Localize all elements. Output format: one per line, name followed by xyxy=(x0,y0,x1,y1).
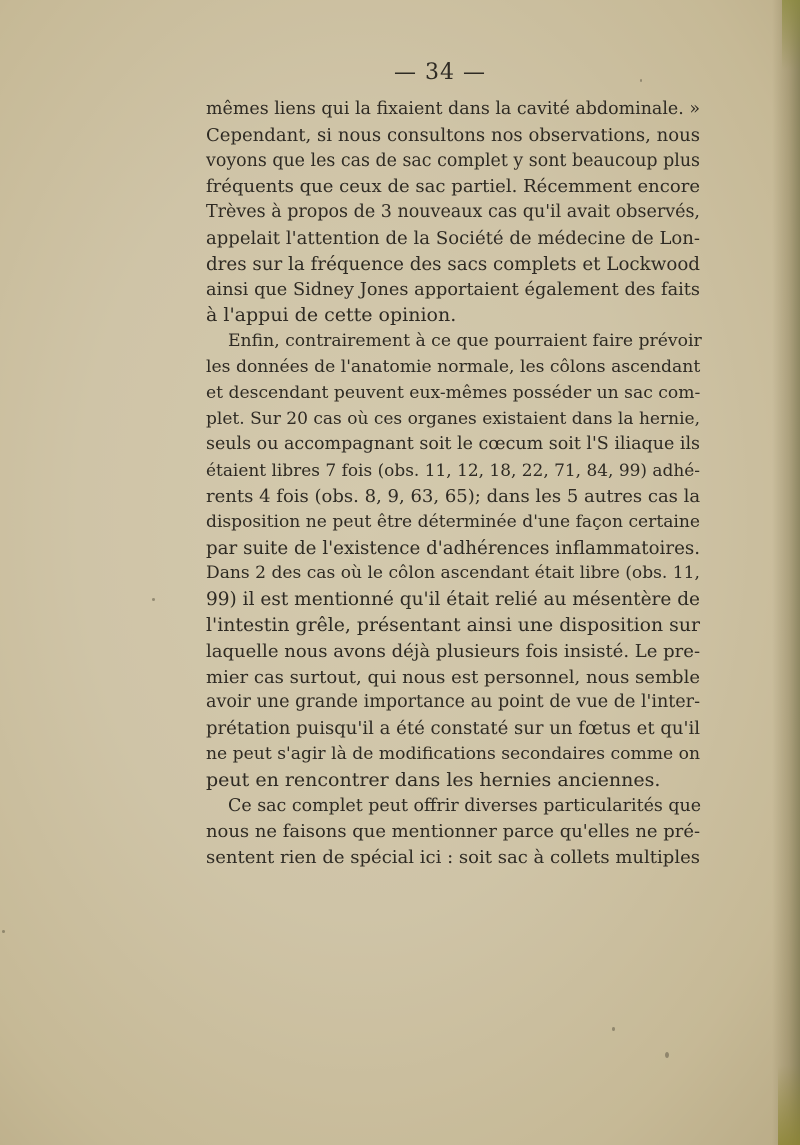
text-line: voyons que les cas de sac complet y sont beaucoup plus xyxy=(206,150,700,171)
text-line: dres sur la fréquence des sacs complets et Lockwood xyxy=(206,253,700,275)
text-line: ainsi que Sidney Jones apportaient également des faits xyxy=(206,279,700,300)
text-line: Cependant, si nous consultons nos observations, nous xyxy=(206,124,700,146)
page-edge-shadow xyxy=(772,0,800,1145)
text-line: fréquents que ceux de sac partiel. Récemment encore xyxy=(206,176,700,198)
text-line: peut en rencontrer dans les hernies anciennes. xyxy=(206,768,661,791)
page-number: — 34 — xyxy=(394,60,486,85)
ink-speck xyxy=(2,930,5,933)
text-line: nous ne faisons que mentionner parce qu'elles ne pré- xyxy=(206,821,700,843)
text-line: l'intestin grêle, présentant ainsi une disposition sur xyxy=(206,614,700,636)
text-line: étaient libres 7 fois (obs. 11, 12, 18, 22, 71, 84, 99) adhé- xyxy=(206,460,700,481)
ink-speck xyxy=(640,79,642,82)
text-line: disposition ne peut être déterminée d'une façon certaine xyxy=(206,511,700,532)
ink-speck xyxy=(665,1052,669,1058)
text-line: mêmes liens qui la fixaient dans la cavité abdominale. » xyxy=(206,99,700,119)
text-line: les données de l'anatomie normale, les côlons ascendant xyxy=(206,356,701,377)
page-corner-stain-bottom xyxy=(778,1065,800,1145)
text-line: par suite de l'existence d'adhérences inflammatoires. xyxy=(206,537,700,559)
body-text xyxy=(206,97,700,871)
text-line: prétation puisqu'il a été constaté sur un fœtus et qu'il xyxy=(206,718,700,740)
text-line: laquelle nous avons déjà plusieurs fois insisté. Le pre- xyxy=(206,640,701,662)
text-line: Ce sac complet peut offrir diverses particularités que xyxy=(228,795,702,816)
text-line: rents 4 fois (obs. 8, 9, 63, 65); dans les 5 autres cas la xyxy=(206,485,701,507)
text-line: Trèves à propos de 3 nouveaux cas qu'il avait observés, xyxy=(206,202,700,223)
text-line: seuls ou accompagnant soit le cœcum soit l'S iliaque ils xyxy=(206,434,700,455)
text-line: sentent rien de spécial ici : soit sac à collets multiples xyxy=(206,847,700,869)
text-line: appelait l'attention de la Société de médecine de Lon- xyxy=(206,227,700,249)
text-line: à l'appui de cette opinion. xyxy=(206,304,457,327)
text-line: plet. Sur 20 cas où ces organes existaient dans la hernie, xyxy=(206,408,700,429)
text-line: et descendant peuvent eux-mêmes posséder un sac com- xyxy=(206,382,701,403)
ink-speck xyxy=(152,598,155,601)
text-line: ne peut s'agir là de modifications secondaires comme on xyxy=(206,743,700,764)
text-line: Dans 2 des cas où le côlon ascendant était libre (obs. 11, xyxy=(206,563,700,584)
text-line: mier cas surtout, qui nous est personnel, nous semble xyxy=(206,666,700,688)
text-line: 99) il est mentionné qu'il était relié au mésentère de xyxy=(206,589,700,611)
ink-speck xyxy=(612,1027,615,1031)
text-line: avoir une grande importance au point de vue de l'inter- xyxy=(206,692,700,713)
text-line: Enfin, contrairement à ce que pourraient faire prévoir xyxy=(228,331,702,352)
